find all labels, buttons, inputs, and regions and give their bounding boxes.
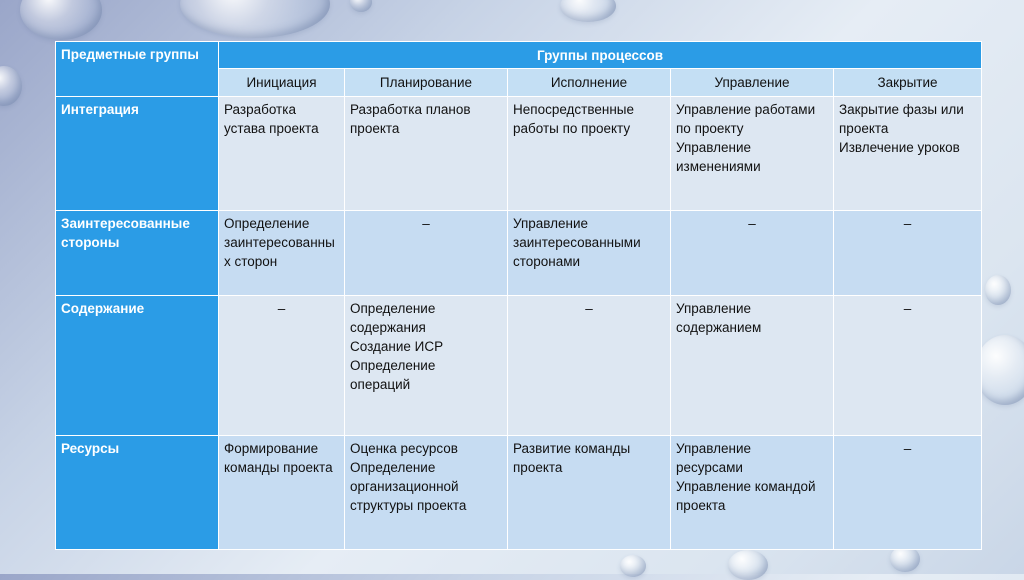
table-row <box>56 296 982 436</box>
bubble-decoration <box>20 0 102 40</box>
table-cell: Разработка устава проекта <box>219 97 345 211</box>
table-cell: Оценка ресурсов Определение организационной структуры проекта <box>345 436 508 550</box>
table-cell: Управление заинтересованными сторонами <box>508 211 671 296</box>
bubble-decoration <box>0 66 22 106</box>
table-cell: – <box>834 211 982 296</box>
bubble-decoration <box>975 335 1024 405</box>
table-cell: Формирование команды проекта <box>219 436 345 550</box>
table-cell: Непосредственные работы по проекту <box>508 97 671 211</box>
table-cell: Управление работами по проекту Управление изменениями <box>671 97 834 211</box>
row-header: Заинтересованные стороны <box>56 211 219 296</box>
table-row <box>56 436 982 550</box>
row-header: Интеграция <box>56 97 219 211</box>
table-cell: Разработка планов проекта <box>345 97 508 211</box>
bubble-decoration <box>180 0 330 38</box>
table-cell: Управление ресурсами Управление командой проекта <box>671 436 834 550</box>
process-groups-table <box>55 41 982 550</box>
bubble-decoration <box>728 550 768 580</box>
table-cell: – <box>508 296 671 436</box>
table-cell: – <box>219 296 345 436</box>
bubble-decoration <box>560 0 616 22</box>
table-row <box>56 97 982 211</box>
table-cell: – <box>671 211 834 296</box>
bubble-decoration <box>985 275 1011 305</box>
table-row <box>56 211 982 296</box>
row-header: Ресурсы <box>56 436 219 550</box>
table-cell: – <box>834 436 982 550</box>
row-header: Содержание <box>56 296 219 436</box>
bubble-decoration <box>350 0 372 12</box>
corner-header: Предметные группы <box>56 42 219 97</box>
group-title-header: Группы процессов <box>219 42 982 69</box>
column-header: Управление <box>671 69 834 97</box>
column-header: Инициация <box>219 69 345 97</box>
table-cell: Развитие команды проекта <box>508 436 671 550</box>
table-cell: Определение заинтересованны х сторон <box>219 211 345 296</box>
table-cell: – <box>345 211 508 296</box>
table-cell: Определение содержания Создание ИСР Определение операций <box>345 296 508 436</box>
table-cell: Закрытие фазы или проекта Извлечение уроков <box>834 97 982 211</box>
table-cell: – <box>834 296 982 436</box>
column-header: Исполнение <box>508 69 671 97</box>
column-header: Закрытие <box>834 69 982 97</box>
table-cell: Управление содержанием <box>671 296 834 436</box>
process-table-container <box>55 41 981 549</box>
column-header: Планирование <box>345 69 508 97</box>
